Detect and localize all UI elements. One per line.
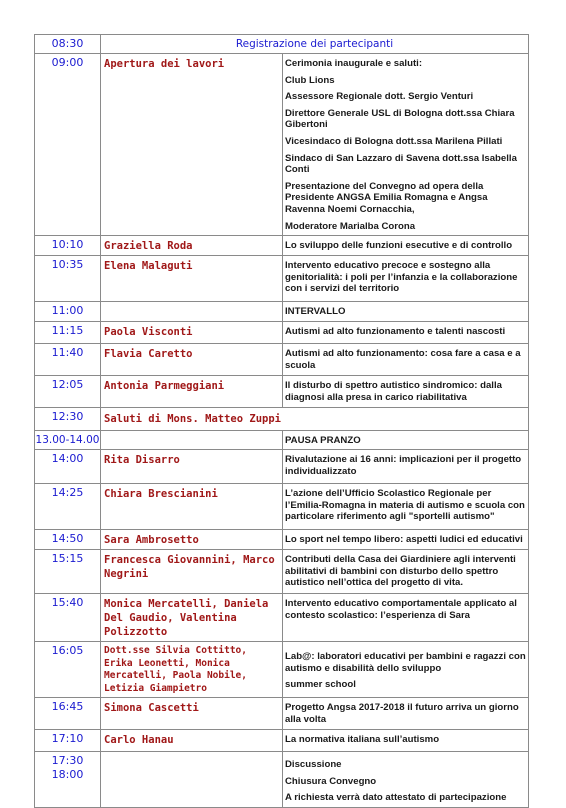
time-cell: 08:30	[35, 35, 101, 54]
time-end: 18:00	[51, 768, 84, 782]
table-row	[35, 344, 529, 376]
speaker-cell: Graziella Roda	[101, 236, 283, 256]
time-cell: 12:30	[35, 408, 101, 431]
time-cell: 13.00-14.00	[35, 431, 101, 450]
table-row	[35, 484, 529, 530]
topic-line: Cerimonia inaugurale e saluti:	[285, 58, 423, 69]
topic-line: Moderatore Marialba Corona	[285, 220, 416, 232]
time-cell: 17:10	[35, 730, 101, 752]
speaker-cell: Francesca Giovannini, Marco Negrini	[101, 550, 283, 594]
time-cell: 09:00	[35, 54, 101, 236]
topic-cell: PAUSA PRANZO	[283, 431, 529, 450]
table-row	[35, 642, 529, 698]
time-cell: 16:45	[35, 698, 101, 730]
topic-cell: Il disturbo di spettro autistico sindromico: dalla diagnosi alla presa in carico riabilitativa	[283, 376, 529, 408]
table-row	[35, 408, 529, 431]
speaker-cell: Dott.sse Silvia Cottitto, Erika Leonetti, Monica Mercatelli, Paola Nobile, Letizia Giampietro	[101, 642, 283, 698]
topic-cell: Lo sport nel tempo libero: aspetti ludici ed educativi	[283, 530, 529, 550]
speaker-cell	[101, 752, 283, 808]
table-row	[35, 322, 529, 344]
speaker-cell: Antonia Parmeggiani	[101, 376, 283, 408]
topic-cell	[283, 752, 529, 808]
topic-line: Lab@: laboratori educativi per bambini e ragazzi con autismo e disabilità dello sviluppo	[285, 651, 526, 674]
time-cell: 11:15	[35, 322, 101, 344]
speaker-cell: Rita Disarro	[101, 450, 283, 484]
table-row	[35, 236, 529, 256]
table-row	[35, 594, 529, 642]
speaker-cell: Carlo Hanau	[101, 730, 283, 752]
speaker-cell: Elena Malaguti	[101, 256, 283, 302]
table-row	[35, 450, 529, 484]
topic-cell	[283, 642, 529, 698]
table-row	[35, 752, 529, 808]
time-start: 17:30	[51, 754, 84, 768]
topic-cell: Intervento educativo precoce e sostegno alla genitorialità: i poli per l’infanzia e la collaborazione con i servizi del territorio	[283, 256, 529, 302]
time-cell: 12:05	[35, 376, 101, 408]
speaker-cell: Monica Mercatelli, Daniela Del Gaudio, Valentina Polizzotto	[101, 594, 283, 642]
table-row	[35, 550, 529, 594]
topic-line: Discussione	[285, 759, 342, 771]
time-cell: 14:50	[35, 530, 101, 550]
table-row	[35, 698, 529, 730]
speaker-cell: Flavia Caretto	[101, 344, 283, 376]
topic-line: Club Lions	[285, 74, 335, 86]
topic-line: Presentazione del Convegno ad opera della Presidente ANGSA Emilia Romagna e Angsa Ravenna Noemi Cornacchia,	[285, 180, 488, 215]
speaker-cell: Paola Visconti	[101, 322, 283, 344]
time-cell: 11:40	[35, 344, 101, 376]
time-cell: 16:05	[35, 642, 101, 698]
time-cell: 10:35	[35, 256, 101, 302]
topic-cell: Autismi ad alto funzionamento: cosa fare a casa e a scuola	[283, 344, 529, 376]
time-cell	[35, 752, 101, 808]
topic-cell	[283, 54, 529, 236]
time-cell: 10:10	[35, 236, 101, 256]
speaker-cell: Sara Ambrosetto	[101, 530, 283, 550]
table-row	[35, 256, 529, 302]
time-cell: 14:00	[35, 450, 101, 484]
topic-line: A richiesta verrà dato attestato di partecipazione	[285, 792, 507, 804]
speaker-cell	[101, 302, 283, 322]
table-row	[35, 730, 529, 752]
topic-cell: Autismi ad alto funzionamento e talenti nascosti	[283, 322, 529, 344]
speaker-cell: Simona Cascetti	[101, 698, 283, 730]
time-cell: 14:25	[35, 484, 101, 530]
topic-line: summer school	[285, 679, 356, 691]
topic-cell: L’azione dell’Ufficio Scolastico Regionale per l’Emilia-Romagna in materia di autismo e scuola con particolare riferimento agli "sportelli autismo"	[283, 484, 529, 530]
topic-cell: Lo sviluppo delle funzioni esecutive e di controllo	[283, 236, 529, 256]
topic-cell: Rivalutazione ai 16 anni: implicazioni per il progetto individualizzato	[283, 450, 529, 484]
speaker-cell: Chiara Brescianini	[101, 484, 283, 530]
topic-line: Sindaco di San Lazzaro di Savena dott.ssa Isabella Conti	[285, 152, 517, 176]
table-row	[35, 431, 529, 450]
topic-line: Chiusura Convegno	[285, 775, 377, 787]
topic-cell: INTERVALLO	[283, 302, 529, 322]
table-row	[35, 35, 529, 54]
speaker-cell: Apertura dei lavori	[101, 54, 283, 236]
table-row	[35, 302, 529, 322]
topic-cell: Contributi della Casa dei Giardiniere agli interventi abilitativi di bambini con disturbo dello spettro autistico nell’ottica del progetto di vita.	[283, 550, 529, 594]
table-row	[35, 54, 529, 236]
topic-cell: Progetto Angsa 2017-2018 il futuro arriva un giorno alla volta	[283, 698, 529, 730]
topic-line: Assessore Regionale dott. Sergio Venturi	[285, 91, 474, 103]
topic-cell: La normativa italiana sull’autismo	[283, 730, 529, 752]
topic-line: Direttore Generale USL di Bologna dott.ssa Chiara Gibertoni	[285, 107, 515, 131]
table-row	[35, 530, 529, 550]
agenda-table	[34, 34, 529, 808]
time-cell: 15:40	[35, 594, 101, 642]
table-row	[35, 376, 529, 408]
speaker-cell: Saluti di Mons. Matteo Zuppi	[101, 408, 529, 431]
time-cell: 11:00	[35, 302, 101, 322]
registration-text: Registrazione dei partecipanti	[101, 35, 529, 54]
topic-cell: Intervento educativo comportamentale applicato al contesto scolastico: l’esperienza di Sara	[283, 594, 529, 642]
speaker-cell	[101, 431, 283, 450]
time-cell: 15:15	[35, 550, 101, 594]
topic-line: Vicesindaco di Bologna dott.ssa Marilena Pillati	[285, 135, 503, 147]
